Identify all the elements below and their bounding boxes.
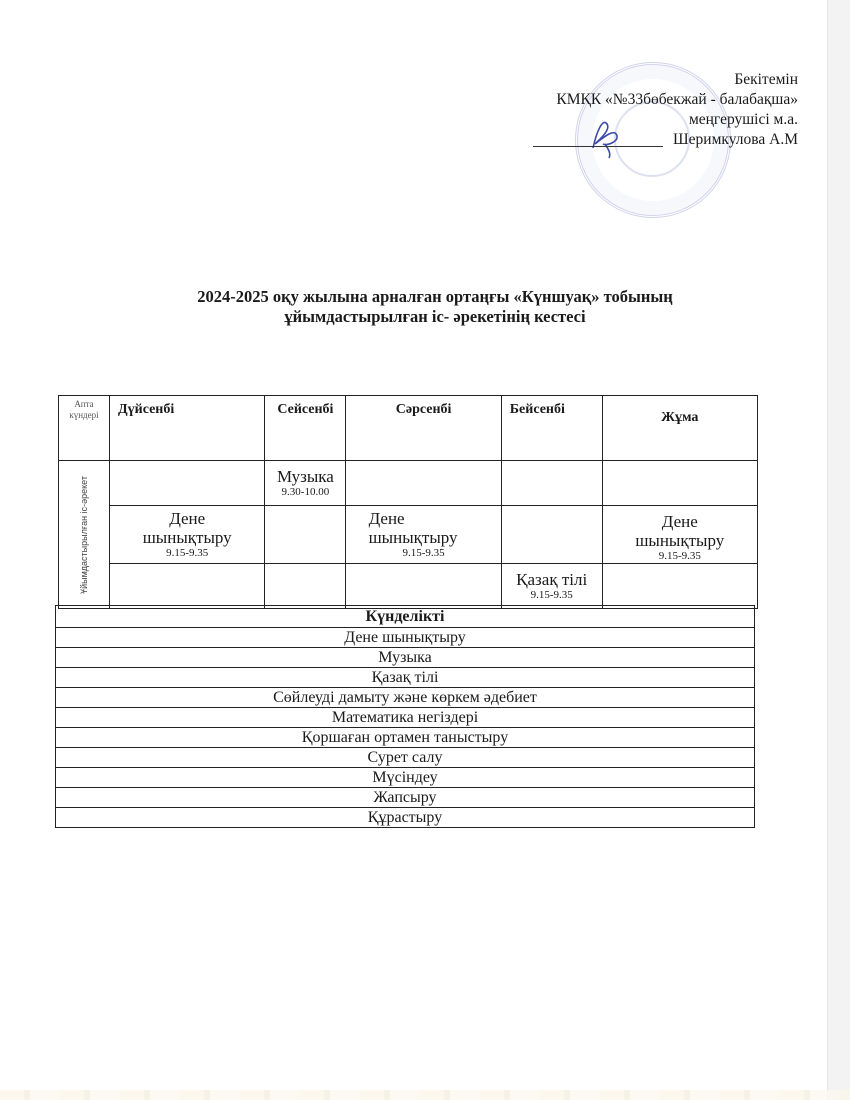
day-header: Бейсенбі (501, 396, 602, 461)
schedule-row (59, 461, 758, 506)
activity-row-label: Ұйымдастырылған іс-әрекет (59, 461, 110, 609)
daily-item: Сурет салу (56, 748, 755, 768)
daily-activities-table (55, 605, 755, 828)
schedule-row (59, 564, 758, 609)
page-right-edge (827, 0, 850, 1100)
approval-line: меңгерушісі м.а. (688, 111, 798, 128)
day-header: Сәрсенбі (346, 396, 501, 461)
schedule-cell (346, 564, 501, 609)
daily-item: Қазақ тілі (56, 668, 755, 688)
daily-item: Математика негіздері (56, 708, 755, 728)
approval-block (556, 70, 798, 150)
schedule-cell (602, 461, 757, 506)
schedule-cell (110, 461, 265, 506)
weekday-corner-label: Апта күндері (59, 396, 110, 461)
daily-item: Музыка (56, 648, 755, 668)
approval-line: Шеримкулова А.М (673, 131, 798, 148)
schedule-header-row (59, 396, 758, 461)
schedule-cell (602, 564, 757, 609)
schedule-cell (501, 461, 602, 506)
schedule-cell (265, 564, 346, 609)
schedule-cell: Дене шынықтыру 9.15-9.35 (110, 506, 265, 564)
daily-header: Күнделікті (56, 606, 755, 628)
daily-item: Жапсыру (56, 788, 755, 808)
schedule-cell: Музыка 9.30-10.00 (265, 461, 346, 506)
schedule-cell (110, 564, 265, 609)
scan-bottom-strip (0, 1090, 850, 1100)
day-header: Дүйсенбі (110, 396, 265, 461)
daily-item: Сөйлеуді дамыту және көркем әдебиет (56, 688, 755, 708)
schedule-table (58, 395, 758, 609)
day-header: Сейсенбі (265, 396, 346, 461)
document-title (100, 287, 770, 327)
schedule-cell (501, 506, 602, 564)
schedule-cell: Қазақ тілі 9.15-9.35 (501, 564, 602, 609)
schedule-cell (265, 506, 346, 564)
schedule-row (59, 506, 758, 564)
day-header: Жұма (602, 396, 757, 461)
daily-item: Қоршаған ортамен таныстыру (56, 728, 755, 748)
title-line-2: ұйымдастырылған іс- әрекетінің кестесі (284, 307, 586, 326)
schedule-cell (346, 461, 501, 506)
approval-line: Бекітемін (734, 71, 798, 88)
schedule-cell: Дене шынықтыру 9.15-9.35 (602, 506, 757, 564)
daily-item: Дене шынықтыру (56, 628, 755, 648)
daily-item: Құрастыру (56, 808, 755, 828)
schedule-cell: Дене шынықтыру 9.15-9.35 (346, 506, 501, 564)
daily-item: Мүсіндеу (56, 768, 755, 788)
title-line-1: 2024-2025 оқу жылына арналған ортаңғы «Күншуақ» тобының (197, 287, 673, 306)
approval-line: КМҚК «№33бөбекжай - балабақша» (556, 91, 798, 108)
